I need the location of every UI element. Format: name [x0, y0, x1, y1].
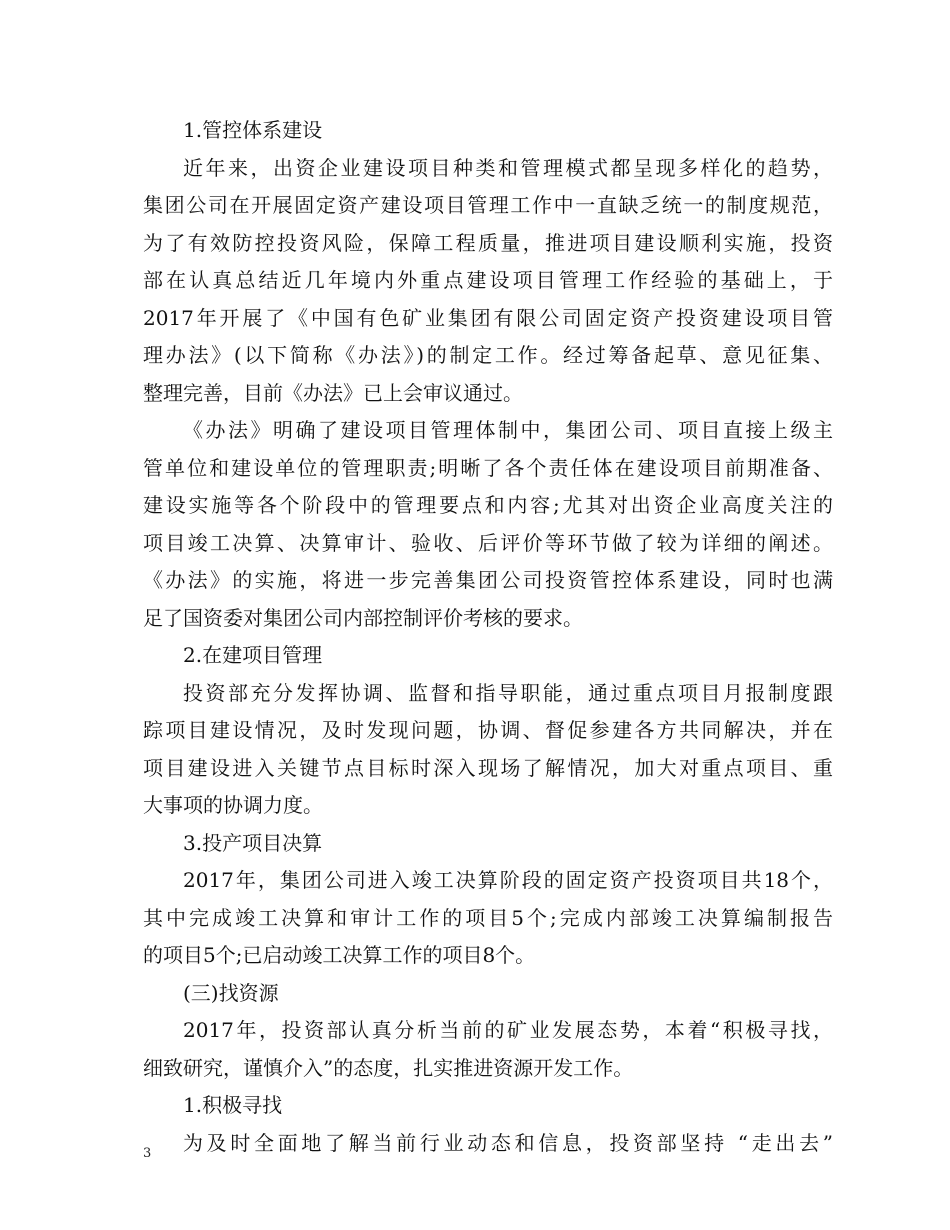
paragraph-line: 2017年开展了《中国有色矿业集团有限公司固定资产投资建设项目管	[143, 305, 833, 330]
page-number: 3	[143, 1146, 152, 1161]
paragraph-line: 《办法》明确了建设项目管理体制中，集团公司、项目直接上级主	[183, 418, 833, 442]
paragraph-line: 细致研究，谨慎介入”的态度，扎实推进资源开发工作。	[143, 1055, 634, 1080]
paragraph-line: 理办法》(以下简称《办法》)的制定工作。经过筹备起草、意见征集、	[143, 343, 833, 367]
paragraph-line: 投资部充分发挥协调、监督和指导职能，通过重点项目月报制度跟	[183, 680, 833, 705]
paragraph-line: 项目竣工决算、决算审计、验收、后评价等环节做了较为详细的阐述。	[143, 530, 833, 555]
paragraph-line: 2017年，投资部认真分析当前的矿业发展态势，本着“积极寻找，	[183, 1018, 833, 1042]
paragraph-line: 踪项目建设情况，及时发现问题，协调、督促参建各方共同解决，并在	[143, 718, 833, 742]
paragraph-line: 建设实施等各个阶段中的管理要点和内容;尤其对出资企业高度关注的	[143, 493, 833, 517]
paragraph-line: 集团公司在开展固定资产建设项目管理工作中一直缺乏统一的制度规范，	[143, 193, 833, 217]
paragraph-line: 《办法》的实施，将进一步完善集团公司投资管控体系建设，同时也满	[143, 568, 833, 592]
heading-control-system: 1.管控体系建设	[183, 118, 323, 142]
paragraph-line: 其中完成竣工决算和审计工作的项目5个;完成内部竣工决算编制报告	[143, 905, 833, 930]
paragraph-line: 为了有效防控投资风险，保障工程质量，推进项目建设顺利实施，投资	[143, 230, 833, 255]
paragraph-line: 管单位和建设单位的管理职责;明晰了各个责任体在建设项目前期准备、	[143, 455, 833, 480]
heading-find-resources: (三)找资源	[183, 980, 279, 1005]
heading-final-accounts: 3.投产项目决算	[183, 830, 323, 855]
heading-project-management: 2.在建项目管理	[183, 643, 323, 667]
paragraph-line: 整理完善，目前《办法》已上会审议通过。	[143, 380, 523, 405]
heading-active-search: 1.积极寻找	[183, 1093, 283, 1117]
paragraph-line: 的项目5个;已启动竣工决算工作的项目8个。	[143, 943, 536, 967]
document-body	[143, 112, 833, 1162]
paragraph-line: 为及时全面地了解当前行业动态和信息，投资部坚持 “走出去”	[183, 1130, 833, 1155]
paragraph-line: 近年来，出资企业建设项目种类和管理模式都呈现多样化的趋势，	[183, 155, 833, 180]
paragraph-line: 2017年，集团公司进入竣工决算阶段的固定资产投资项目共18个，	[183, 868, 833, 892]
paragraph-line: 大事项的协调力度。	[143, 793, 323, 817]
paragraph-line: 部在认真总结近几年境内外重点建设项目管理工作经验的基础上，于	[143, 268, 833, 292]
paragraph-line: 项目建设进入关键节点目标时深入现场了解情况，加大对重点项目、重	[143, 755, 833, 780]
paragraph-line: 足了国资委对集团公司内部控制评价考核的要求。	[143, 605, 583, 630]
